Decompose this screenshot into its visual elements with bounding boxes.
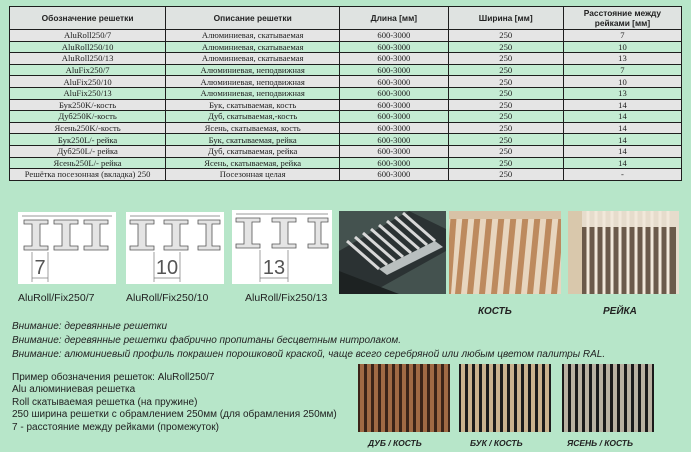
- warning-1: Внимание: деревянные решетки: [12, 321, 168, 332]
- table-cell: 14: [563, 134, 681, 146]
- sample-oak-photo: [358, 364, 450, 432]
- table-cell: 250: [448, 99, 563, 111]
- table-row: [10, 157, 682, 169]
- example-line-5: 7 - расстояние между рейками (промежуток): [12, 422, 219, 433]
- table-cell: 600-3000: [340, 76, 448, 88]
- table-cell: 600-3000: [340, 53, 448, 65]
- table-cell: 14: [563, 122, 681, 134]
- table-cell: Алюминиевая, скатываемая: [166, 30, 340, 42]
- table-cell: Бук250K/-кость: [10, 99, 166, 111]
- table-cell: Алюминиевая, неподвижная: [166, 87, 340, 99]
- table-cell: 14: [563, 145, 681, 157]
- table-cell: Алюминиевая, неподвижная: [166, 76, 340, 88]
- table-row: [10, 99, 682, 111]
- table-cell: 250: [448, 87, 563, 99]
- caption-ash-bone: ЯСЕНЬ / КОСТЬ: [567, 438, 633, 448]
- table-cell: 13: [563, 87, 681, 99]
- profile-dim-13: 13: [262, 257, 286, 279]
- col-header-designation: Обозначение решетки: [10, 7, 166, 30]
- table-cell: 250: [448, 134, 563, 146]
- table-cell: Бук, скатываемая, рейка: [166, 134, 340, 146]
- table-row: [10, 30, 682, 42]
- table-cell: 10: [563, 76, 681, 88]
- profile-drawing-13: [232, 210, 332, 284]
- table-cell: Алюминиевая, неподвижная: [166, 64, 340, 76]
- profile-drawing-10: [126, 212, 224, 284]
- table-cell: Дуб, скатываемая, рейка: [166, 145, 340, 157]
- wood-bone-photo: [449, 211, 561, 294]
- profile-dim-10: 10: [155, 257, 179, 279]
- table-cell: AluFix250/7: [10, 64, 166, 76]
- table-cell: Ясень, скатываемая, рейка: [166, 157, 340, 169]
- table-cell: AluRoll250/10: [10, 41, 166, 53]
- table-cell: 250: [448, 76, 563, 88]
- example-line-4: 250 ширина решетки с обрамлением 250мм (для обрамления 250мм): [12, 409, 337, 420]
- aluminium-grate-photo: [339, 211, 446, 294]
- table-cell: Алюминиевая, скатываемая: [166, 53, 340, 65]
- table-cell: 14: [563, 157, 681, 169]
- table-cell: 250: [448, 145, 563, 157]
- table-cell: 250: [448, 64, 563, 76]
- table-row: [10, 145, 682, 157]
- table-cell: 10: [563, 41, 681, 53]
- col-header-width: Ширина [мм]: [448, 7, 563, 30]
- table-row: [10, 134, 682, 146]
- sample-beech-photo: [459, 364, 551, 432]
- table-cell: Дуб, скатываемая,-кость: [166, 111, 340, 123]
- table-cell: 600-3000: [340, 169, 448, 181]
- table-cell: 7: [563, 30, 681, 42]
- table-row: [10, 41, 682, 53]
- table-cell: 250: [448, 111, 563, 123]
- table-cell: 600-3000: [340, 145, 448, 157]
- table-row: [10, 76, 682, 88]
- table-cell: 250: [448, 157, 563, 169]
- table-cell: 600-3000: [340, 111, 448, 123]
- table-cell: Ясень250K/-кость: [10, 122, 166, 134]
- table-cell: -: [563, 169, 681, 181]
- table-cell: 250: [448, 122, 563, 134]
- table-cell: 250: [448, 41, 563, 53]
- table-header-row: [10, 7, 682, 30]
- caption-bone: КОСТЬ: [478, 306, 512, 317]
- table-cell: 250: [448, 30, 563, 42]
- table-row: [10, 53, 682, 65]
- caption-oak-bone: ДУБ / КОСТЬ: [368, 438, 422, 448]
- table-cell: Посезонная целая: [166, 169, 340, 181]
- table-row: [10, 122, 682, 134]
- table-cell: 600-3000: [340, 134, 448, 146]
- table-cell: Решётка посезонная (вкладка) 250: [10, 169, 166, 181]
- profile-caption-13: AluRoll/Fix250/13: [245, 292, 328, 304]
- table-cell: Бук250L/- рейка: [10, 134, 166, 146]
- table-cell: 600-3000: [340, 99, 448, 111]
- table-row: [10, 169, 682, 181]
- table-cell: Бук, скатываемая, кость: [166, 99, 340, 111]
- table-cell: 7: [563, 64, 681, 76]
- example-line-2: Alu алюминиевая решетка: [12, 384, 136, 395]
- table-cell: Ясень, скатываемая, кость: [166, 122, 340, 134]
- profile-dim-7: 7: [34, 257, 46, 279]
- table-cell: 600-3000: [340, 157, 448, 169]
- wood-slat-photo: [568, 211, 679, 294]
- table-cell: 600-3000: [340, 41, 448, 53]
- profile-drawing-7: [18, 212, 116, 284]
- table-cell: Ясень250L/- рейка: [10, 157, 166, 169]
- example-line-1: Пример обозначения решеток: AluRoll250/7: [12, 372, 215, 383]
- table-cell: 13: [563, 53, 681, 65]
- table-cell: 600-3000: [340, 64, 448, 76]
- spec-table: [9, 6, 682, 181]
- profile-caption-7: AluRoll/Fix250/7: [18, 292, 95, 304]
- example-line-3: Roll скатываемая решетка (на пружине): [12, 397, 198, 408]
- table-cell: Дуб250K/-кость: [10, 111, 166, 123]
- table-cell: Алюминиевая, скатываемая: [166, 41, 340, 53]
- sample-ash-photo: [562, 364, 654, 432]
- table-cell: AluFix250/13: [10, 87, 166, 99]
- caption-slat: РЕЙКА: [603, 306, 637, 317]
- profile-caption-10: AluRoll/Fix250/10: [126, 292, 209, 304]
- table-cell: 600-3000: [340, 122, 448, 134]
- table-row: [10, 111, 682, 123]
- warning-2: Внимание: деревянные решетки фабрично пропитаны бесцветным нитролаком.: [12, 335, 402, 346]
- table-cell: 600-3000: [340, 87, 448, 99]
- table-row: [10, 64, 682, 76]
- table-cell: 14: [563, 111, 681, 123]
- table-cell: Дуб250L/- рейка: [10, 145, 166, 157]
- table-row: [10, 87, 682, 99]
- table-cell: AluRoll250/7: [10, 30, 166, 42]
- col-header-spacing: Расстояние между рейками [мм]: [563, 7, 681, 30]
- col-header-length: Длина [мм]: [340, 7, 448, 30]
- table-cell: AluRoll250/13: [10, 53, 166, 65]
- col-header-description: Описание решетки: [166, 7, 340, 30]
- table-cell: 250: [448, 169, 563, 181]
- table-cell: AluFix250/10: [10, 76, 166, 88]
- table-cell: 14: [563, 99, 681, 111]
- caption-beech-bone: БУК / КОСТЬ: [470, 438, 523, 448]
- table-cell: 250: [448, 53, 563, 65]
- warning-3: Внимание: алюминиевый профиль покрашен порошковой краской, чаще всего серебряной или любым цветом палитры RAL.: [12, 349, 606, 360]
- table-cell: 600-3000: [340, 30, 448, 42]
